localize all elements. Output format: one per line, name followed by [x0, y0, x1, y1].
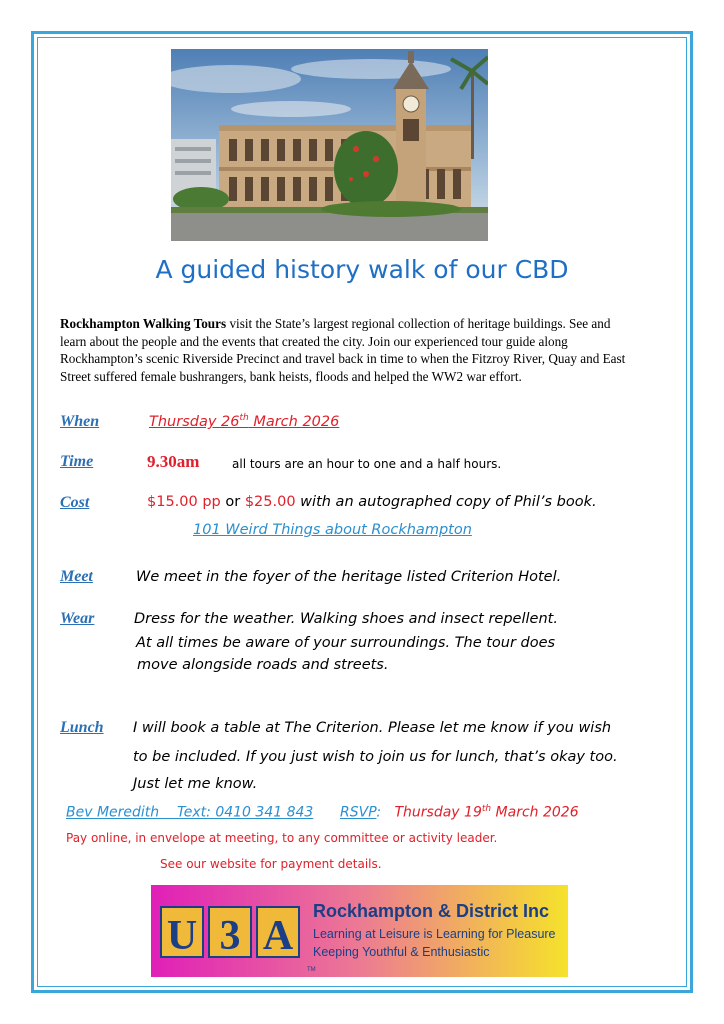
logo-trademark: TM [307, 967, 316, 973]
lunch-line-1: I will book a table at The Criterion. Please let me know if you wish [133, 720, 612, 736]
when-label: When [60, 413, 100, 430]
cost-price-book: $25.00 [244, 494, 296, 510]
intro-paragraph [60, 315, 690, 385]
rsvp-label: RSVP [340, 804, 377, 821]
cost-book-note: with an autographed copy of Phil’s book. [295, 494, 597, 510]
payment-line-1: Pay online, in envelope at meeting, to any committee or activity leader. [66, 831, 498, 845]
contact-name-phone[interactable]: Bev Meredith Text: 0410 341 843 [66, 804, 314, 821]
when-date-sup: th [239, 413, 249, 423]
intro-line-2: learn about the people and the events that created the city. Join our experienced tour guide along [60, 333, 568, 349]
intro-lead: Rockhampton Walking Tours [60, 316, 227, 331]
logo-tagline-1: Learning at Leisure is Learning for Pleasure [313, 927, 556, 941]
wear-line-2: At all times be aware of your surroundings. The tour does [136, 635, 556, 651]
when-date-main: Thursday 26 [149, 413, 240, 430]
intro-line-4: Street suffered female bushrangers, bank heists, floods and helped the WW2 war effort. [60, 368, 522, 384]
when-date-rest: March 2026 [248, 413, 340, 430]
logo-org-name: Rockhampton & District Inc [313, 901, 550, 921]
logo-letter-3: 3 [219, 913, 241, 959]
cost-label: Cost [60, 494, 90, 511]
u3a-logo [151, 885, 568, 977]
cost-price-basic: $15.00 pp [147, 494, 221, 510]
page-title: A guided history walk of our CBD [155, 255, 569, 284]
rsvp-date-main: Thursday 19 [394, 804, 482, 821]
wear-line-1: Dress for the weather. Walking shoes and insect repellent. [134, 611, 558, 627]
cost-line [147, 494, 597, 510]
wear-label: Wear [60, 610, 95, 627]
logo-letter-u: U [166, 913, 198, 959]
when-date [149, 413, 339, 430]
meet-label: Meet [60, 568, 93, 585]
cost-or: or [220, 494, 245, 510]
logo-letter-a: A [262, 913, 294, 959]
time-value: 9.30am [147, 452, 200, 471]
rsvp-date-rest: March 2026 [491, 804, 579, 821]
payment-line-2: See our website for payment details. [160, 857, 382, 871]
heritage-building-photo [171, 49, 488, 241]
rsvp-colon: : [376, 804, 382, 821]
lunch-label: Lunch [60, 719, 104, 736]
contact-line [66, 804, 579, 821]
time-note: all tours are an hour to one and a half hours. [232, 457, 502, 471]
intro-line-1 [60, 315, 690, 333]
lunch-line-2: to be included. If you just wish to join us for lunch, that’s okay too. [133, 749, 618, 765]
lunch-line-3: Just let me know. [133, 776, 258, 792]
time-label: Time [60, 453, 94, 470]
rsvp-date-sup: th [481, 804, 492, 814]
intro-line-3: Rockhampton’s scenic Riverside Precinct and travel back in time to when the Fitzroy River, Quay and East [60, 351, 626, 366]
logo-tagline-2: Keeping Youthful & Enthusiastic [313, 945, 490, 959]
wear-line-3: move alongside roads and streets. [137, 657, 389, 673]
meet-text: We meet in the foyer of the heritage listed Criterion Hotel. [136, 569, 562, 585]
intro-line-1-rest: visit the State’s largest regional collection of heritage buildings. See and [226, 316, 611, 331]
book-title-link[interactable]: 101 Weird Things about Rockhampton [193, 522, 472, 538]
